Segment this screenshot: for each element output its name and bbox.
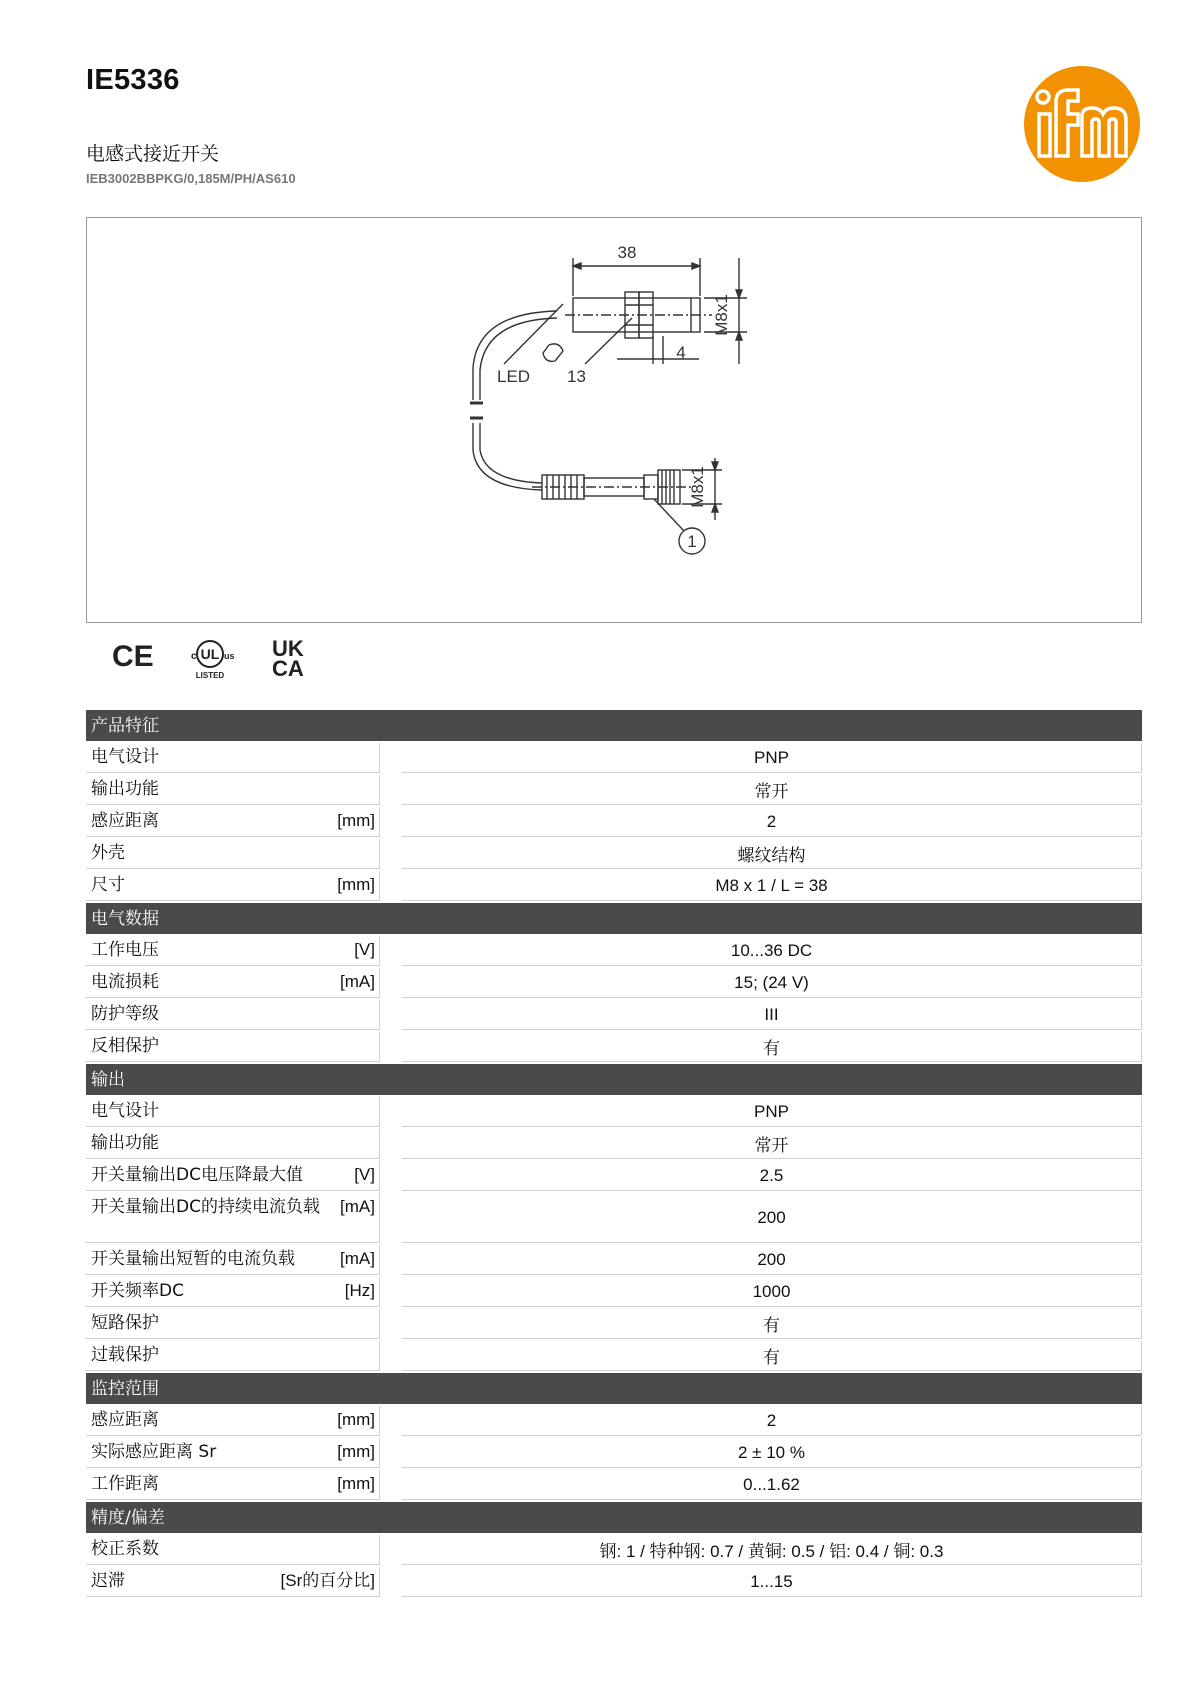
spec-value: 1...15: [402, 1567, 1142, 1597]
spec-unit: [V]: [354, 1165, 375, 1184]
spec-label: 开关频率DC: [91, 1281, 184, 1301]
spec-value: 有: [402, 1032, 1142, 1062]
spec-row: [86, 743, 1142, 773]
spec-value: 15; (24 V): [402, 968, 1142, 998]
svg-text:us: us: [224, 651, 235, 661]
dim-length: 38: [617, 243, 637, 262]
spec-label: 外壳: [91, 843, 125, 863]
spec-row: [86, 807, 1142, 837]
spec-value: 钢: 1 / 特种钢: 0.7 / 黄铜: 0.5 / 铝: 0.4 / 铜: 0.3: [402, 1535, 1142, 1565]
spec-value: 常开: [402, 775, 1142, 805]
spec-value: 2 ± 10 %: [402, 1438, 1142, 1468]
ifm-logo: [1022, 64, 1142, 184]
section-header: 输出: [86, 1064, 1142, 1095]
spec-row: [86, 1341, 1142, 1371]
dimension-drawing: [86, 217, 1142, 623]
spec-row: [86, 1161, 1142, 1191]
spec-label: 开关量输出短暂的电流负载: [91, 1249, 295, 1269]
product-code: IEB3002BBPKG/0,185M/PH/AS610: [86, 171, 296, 186]
spec-unit: [mA]: [340, 972, 375, 991]
specification-table: [86, 710, 1142, 1599]
spec-label: 感应距离: [91, 1410, 159, 1430]
ce-mark: CE: [112, 640, 154, 673]
spec-row: [86, 775, 1142, 805]
spec-unit: [mm]: [337, 811, 375, 830]
spec-unit: [mm]: [337, 1474, 375, 1493]
spec-label: 感应距离: [91, 811, 159, 831]
spec-label: 电气设计: [91, 747, 159, 767]
svg-text:UL: UL: [200, 646, 220, 662]
spec-value: PNP: [402, 743, 1142, 773]
spec-label: 尺寸: [91, 875, 125, 895]
spec-unit: [mA]: [340, 1197, 375, 1216]
spec-label: 输出功能: [91, 1133, 159, 1153]
led-label: LED: [497, 367, 531, 386]
spec-row: [86, 1535, 1142, 1565]
svg-text:LISTED: LISTED: [195, 671, 225, 680]
ukca-mark: [272, 636, 304, 681]
spec-label: 反相保护: [91, 1036, 159, 1056]
spec-value: 0...1.62: [402, 1470, 1142, 1500]
spec-value: 常开: [402, 1129, 1142, 1159]
dim-thread-top: M8x1: [712, 294, 731, 336]
spec-label: 实际感应距离 Sr: [91, 1442, 217, 1462]
section-header: 电气数据: [86, 903, 1142, 934]
spec-label: 开关量输出DC电压降最大值: [91, 1165, 303, 1185]
spec-row: [86, 1032, 1142, 1062]
spec-row: [86, 936, 1142, 966]
spec-label: 过载保护: [91, 1345, 159, 1365]
spec-row: [86, 1193, 1142, 1243]
spec-label: 校正系数: [91, 1539, 159, 1559]
dim-thread-bottom: M8x1: [688, 466, 707, 508]
spec-row: [86, 871, 1142, 901]
spec-unit: [mm]: [337, 875, 375, 894]
spec-value: 有: [402, 1341, 1142, 1371]
spec-row: [86, 1097, 1142, 1127]
ul-listed-mark: [191, 641, 235, 680]
spec-label: 电气设计: [91, 1101, 159, 1121]
spec-label: 工作电压: [91, 940, 159, 960]
spec-value: 200: [402, 1193, 1142, 1243]
spec-value: PNP: [402, 1097, 1142, 1127]
spec-row: [86, 1470, 1142, 1500]
spec-label: 防护等级: [91, 1004, 159, 1024]
product-title: IE5336: [86, 64, 180, 96]
dim-4: 4: [676, 343, 686, 362]
spec-value: 1000: [402, 1277, 1142, 1307]
spec-label: 电流损耗: [91, 972, 159, 992]
svg-text:c: c: [191, 651, 197, 662]
spec-value: III: [402, 1000, 1142, 1030]
spec-label: 输出功能: [91, 779, 159, 799]
logo-text: ifm: [1082, 124, 1084, 125]
spec-label: 迟滞: [91, 1571, 125, 1591]
spec-unit: [V]: [354, 940, 375, 959]
spec-unit: [mm]: [337, 1442, 375, 1461]
spec-unit: [mA]: [340, 1249, 375, 1268]
spec-unit: [Hz]: [344, 1281, 375, 1300]
spec-value: 螺纹结构: [402, 839, 1142, 869]
spec-value: 有: [402, 1309, 1142, 1339]
section-header: 产品特征: [86, 710, 1142, 741]
spec-value: 10...36 DC: [402, 936, 1142, 966]
spec-row: [86, 968, 1142, 998]
spec-unit: [Sr的百分比]: [280, 1571, 375, 1590]
spec-value: 2: [402, 807, 1142, 837]
spec-label: 短路保护: [91, 1313, 159, 1333]
product-subtitle: 电感式接近开关: [86, 143, 220, 165]
spec-row: [86, 1309, 1142, 1339]
section-header: 监控范围: [86, 1373, 1142, 1404]
spec-row: [86, 1277, 1142, 1307]
spec-label: 开关量输出DC的持续电流负载: [91, 1197, 320, 1217]
callout-number: 1: [687, 532, 697, 551]
spec-row: [86, 1000, 1142, 1030]
spec-value: 2: [402, 1406, 1142, 1436]
svg-text:UK: UK: [272, 636, 304, 661]
spec-row: [86, 1245, 1142, 1275]
certification-marks: [100, 628, 340, 688]
spec-row: [86, 1438, 1142, 1468]
spec-value: M8 x 1 / L = 38: [402, 871, 1142, 901]
spec-value: 200: [402, 1245, 1142, 1275]
spec-row: [86, 1567, 1142, 1597]
section-header: 精度/偏差: [86, 1502, 1142, 1533]
svg-text:CA: CA: [272, 656, 304, 681]
spec-row: [86, 1406, 1142, 1436]
spec-row: [86, 839, 1142, 869]
spec-row: [86, 1129, 1142, 1159]
spec-label: 工作距离: [91, 1474, 159, 1494]
spec-unit: [mm]: [337, 1410, 375, 1429]
spec-value: 2.5: [402, 1161, 1142, 1191]
wrench-size: 13: [567, 367, 586, 386]
